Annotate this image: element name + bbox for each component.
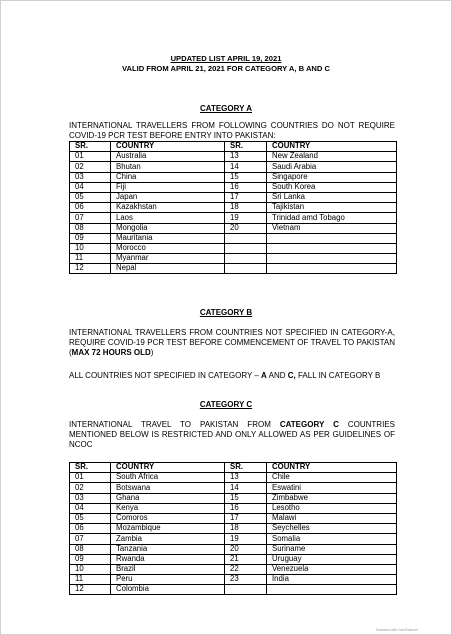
- country-cell: [267, 233, 397, 243]
- table-row: [70, 544, 397, 554]
- header-country: COUNTRY: [111, 463, 225, 473]
- country-cell: Suriname: [267, 544, 397, 554]
- category-b-paragraph-2: [69, 371, 395, 381]
- category-b-text: INTERNATIONAL TRAVELLERS FROM COUNTRIES NOT SPECIFIED IN CATEGORY-A, REQUIRE COVID-19 PCR TEST BEFORE COMMENCEMENT OF TRAVEL TO PAKISTAN (: [69, 328, 395, 357]
- country-cell: Tajikistan: [267, 203, 397, 213]
- sr-cell: 10: [70, 243, 111, 253]
- sr-cell: 22: [225, 564, 267, 574]
- sr-cell: 15: [225, 172, 267, 182]
- table-row: [70, 223, 397, 233]
- table-row: [70, 513, 397, 523]
- sr-cell: 12: [70, 264, 111, 274]
- category-b-note-end: FALL IN CATEGORY B: [295, 371, 381, 380]
- sr-cell: 15: [225, 493, 267, 503]
- table-row: [70, 152, 397, 162]
- country-cell: South Korea: [267, 182, 397, 192]
- category-b-paragraph-1: [69, 328, 395, 357]
- category-a-ref: A: [261, 371, 267, 380]
- category-c-title: CATEGORY C: [199, 400, 253, 409]
- header-sr: SR.: [225, 463, 267, 473]
- sr-cell: [225, 264, 267, 274]
- table-row: [70, 213, 397, 223]
- country-cell: Colombia: [111, 585, 225, 595]
- category-c-ref: C,: [287, 371, 296, 380]
- header-country: COUNTRY: [267, 463, 397, 473]
- country-cell: Mongolia: [111, 223, 225, 233]
- country-cell: Comoros: [111, 513, 225, 523]
- sr-cell: 14: [225, 483, 267, 493]
- sr-cell: [225, 585, 267, 595]
- table-row: [70, 524, 397, 534]
- country-cell: Tanzania: [111, 544, 225, 554]
- country-cell: Mozambique: [111, 524, 225, 534]
- sr-cell: 06: [70, 524, 111, 534]
- country-cell: Mauritania: [111, 233, 225, 243]
- category-b-text-end: ): [150, 347, 154, 357]
- document-title: UPDATED LIST APRIL 19, 2021: [170, 54, 282, 63]
- country-cell: [267, 243, 397, 253]
- table-row: [70, 575, 397, 585]
- category-c-table: [69, 462, 397, 595]
- sr-cell: 04: [70, 503, 111, 513]
- header-sr: SR.: [70, 142, 111, 152]
- country-cell: Sri Lanka: [267, 192, 397, 202]
- table-row: [70, 493, 397, 503]
- country-cell: Peru: [111, 575, 225, 585]
- header-country: COUNTRY: [111, 142, 225, 152]
- table-row: [70, 503, 397, 513]
- sr-cell: 02: [70, 162, 111, 172]
- country-cell: Vietnam: [267, 223, 397, 233]
- sr-cell: 03: [70, 493, 111, 503]
- country-cell: Morocco: [111, 243, 225, 253]
- sr-cell: 20: [225, 223, 267, 233]
- country-cell: Myanmar: [111, 254, 225, 264]
- table-row: [70, 473, 397, 483]
- country-cell: Japan: [111, 192, 225, 202]
- sr-cell: 12: [70, 585, 111, 595]
- sr-cell: 08: [70, 223, 111, 233]
- sr-cell: 18: [225, 203, 267, 213]
- table-row: [70, 162, 397, 172]
- table-row: [70, 554, 397, 564]
- sr-cell: 16: [225, 182, 267, 192]
- sr-cell: [225, 254, 267, 264]
- category-b-note-and: AND: [266, 371, 288, 380]
- country-cell: China: [111, 172, 225, 182]
- country-cell: Singapore: [267, 172, 397, 182]
- country-cell: Uruguay: [267, 554, 397, 564]
- country-cell: Australia: [111, 152, 225, 162]
- category-b-title: CATEGORY B: [199, 308, 253, 317]
- country-cell: Botswana: [111, 483, 225, 493]
- sr-cell: 11: [70, 575, 111, 585]
- category-c-intro-end: COUNTRIES MENTIONED BELOW IS RESTRICTED AND ONLY ALLOWED AS PER GUIDELINES OF NCOC: [69, 420, 395, 449]
- sr-cell: [225, 233, 267, 243]
- country-cell: Kazakhstan: [111, 203, 225, 213]
- country-cell: South Africa: [111, 473, 225, 483]
- country-cell: Lesotho: [267, 503, 397, 513]
- sr-cell: 06: [70, 203, 111, 213]
- country-cell: Brazil: [111, 564, 225, 574]
- category-c-bold: CATEGORY C: [279, 420, 339, 429]
- country-cell: Nepal: [111, 264, 225, 274]
- sr-cell: 01: [70, 473, 111, 483]
- country-cell: [267, 264, 397, 274]
- country-cell: Chile: [267, 473, 397, 483]
- document-subtitle: VALID FROM APRIL 21, 2021 FOR CATEGORY A, B AND C: [121, 64, 330, 73]
- sr-cell: [225, 243, 267, 253]
- country-cell: Ghana: [111, 493, 225, 503]
- country-cell: Malawi: [267, 513, 397, 523]
- table-header-row: [70, 463, 397, 473]
- country-cell: New Zealand: [267, 152, 397, 162]
- sr-cell: 07: [70, 534, 111, 544]
- country-cell: Seychelles: [267, 524, 397, 534]
- sr-cell: 02: [70, 483, 111, 493]
- country-cell: Zambia: [111, 534, 225, 544]
- sr-cell: 05: [70, 192, 111, 202]
- sr-cell: 10: [70, 564, 111, 574]
- sr-cell: 17: [225, 192, 267, 202]
- table-row: [70, 243, 397, 253]
- table-row: [70, 182, 397, 192]
- sr-cell: 20: [225, 544, 267, 554]
- category-a-intro-text: INTERNATIONAL TRAVELLERS FROM FOLLOWING COUNTRIES DO NOT REQUIRE COVID-19 PCR TEST BEFORE ENTRY INTO PAKISTAN:: [69, 121, 395, 140]
- country-cell: India: [267, 575, 397, 585]
- sr-cell: 19: [225, 534, 267, 544]
- category-a-title: CATEGORY A: [199, 104, 252, 113]
- country-cell: Bhutan: [111, 162, 225, 172]
- sr-cell: 17: [225, 513, 267, 523]
- country-cell: Fiji: [111, 182, 225, 192]
- sr-cell: 18: [225, 524, 267, 534]
- country-cell: Venezuela: [267, 564, 397, 574]
- table-row: [70, 534, 397, 544]
- category-b-note-text: ALL COUNTRIES NOT SPECIFIED IN CATEGORY –: [69, 371, 262, 380]
- header-sr: SR.: [70, 463, 111, 473]
- sr-cell: 09: [70, 233, 111, 243]
- sr-cell: 09: [70, 554, 111, 564]
- table-row: [70, 564, 397, 574]
- country-cell: Saudi Arabia: [267, 162, 397, 172]
- category-c-intro: [69, 420, 395, 449]
- country-cell: Somalia: [267, 534, 397, 544]
- category-c-intro-text: INTERNATIONAL TRAVEL TO PAKISTAN FROM: [69, 420, 280, 429]
- table-row: [70, 203, 397, 213]
- sr-cell: 07: [70, 213, 111, 223]
- sr-cell: 13: [225, 152, 267, 162]
- table-row: [70, 264, 397, 274]
- sr-cell: 13: [225, 473, 267, 483]
- sr-cell: 08: [70, 544, 111, 554]
- country-cell: Kenya: [111, 503, 225, 513]
- sr-cell: 14: [225, 162, 267, 172]
- country-cell: [267, 585, 397, 595]
- table-row: [70, 585, 397, 595]
- category-a-table: [69, 141, 397, 274]
- sr-cell: 01: [70, 152, 111, 162]
- country-cell: Rwanda: [111, 554, 225, 564]
- scanner-watermark: Scanned with CamScanner: [376, 628, 419, 632]
- header-country: COUNTRY: [267, 142, 397, 152]
- country-cell: Trinidad amd Tobago: [267, 213, 397, 223]
- table-row: [70, 483, 397, 493]
- sr-cell: 04: [70, 182, 111, 192]
- country-cell: [267, 254, 397, 264]
- sr-cell: 23: [225, 575, 267, 585]
- sr-cell: 03: [70, 172, 111, 182]
- sr-cell: 16: [225, 503, 267, 513]
- max-hours-text: MAX 72 HOURS OLD: [71, 347, 151, 357]
- table-row: [70, 254, 397, 264]
- country-cell: Eswatini: [267, 483, 397, 493]
- table-row: [70, 233, 397, 243]
- header-sr: SR.: [225, 142, 267, 152]
- sr-cell: 05: [70, 513, 111, 523]
- sr-cell: 11: [70, 254, 111, 264]
- table-header-row: [70, 142, 397, 152]
- country-cell: Laos: [111, 213, 225, 223]
- table-row: [70, 172, 397, 182]
- category-a-intro: [69, 121, 395, 141]
- sr-cell: 19: [225, 213, 267, 223]
- table-row: [70, 192, 397, 202]
- sr-cell: 21: [225, 554, 267, 564]
- country-cell: Zimbabwe: [267, 493, 397, 503]
